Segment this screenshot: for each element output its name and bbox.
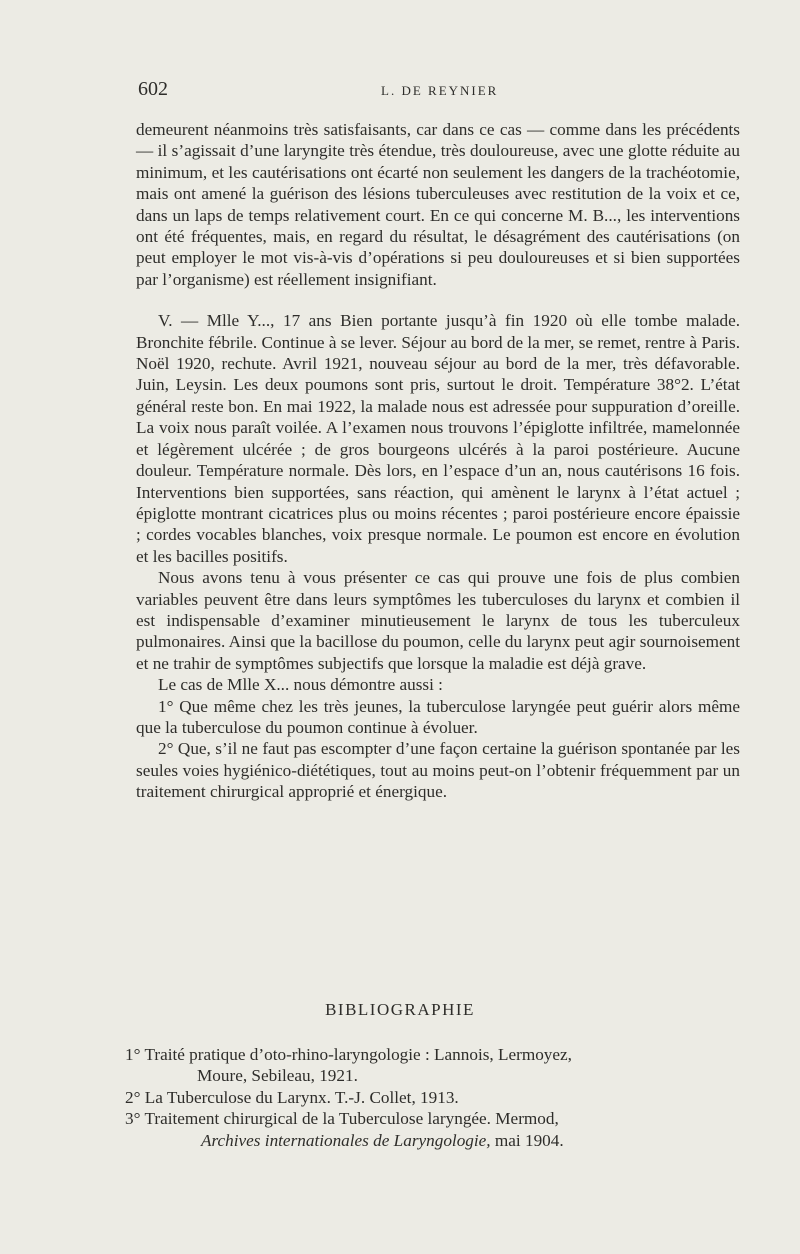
paragraph-conclusion-intro: Le cas de Mlle X... nous démontre aussi : <box>158 675 443 695</box>
running-head: L. DE REYNIER <box>381 83 499 98</box>
bibliography-item-continuation: Moure, Sebileau, 1921. <box>197 1066 358 1086</box>
journal-title: Archives internationales de Laryngologie, <box>201 1130 491 1150</box>
paragraph-conclusion-1: 1° Que même chez les très jeunes, la tuberculose laryngée peut guérir alors même que la tuberculose du poumon continue à évoluer. <box>136 696 740 737</box>
paragraph-case-v: V. — Mlle Y..., 17 ans Bien portante jusqu’à fin 1920 où elle tombe malade. Bronchite fébrile. Continue à se lever. Séjour au bord de la mer, se remet, rentre à Paris. Noël 1920, rechute. Avril 1921, nouveau séjour au bord de la mer, très défavorable. Juin, Leysin. Les deux poumons sont pris, surtout le droit. Température 38°2. L’état général reste bon. En mai 1922, la malade nous est adressée pour suppuration d’oreille. La voix nous paraît voilée. A l’examen nous trouvons l’épiglotte infiltrée, mamelonnée et légèrement ulcérée ; de gros bourgeons ulcérés à la paroi postérieure. Aucune douleur. Température normale. Dès lors, en l’espace d’un an, nous cautérisons 16 fois. Interventions bien supportées, sans réaction, qui amènent le larynx à l’état actuel ; épiglotte montrant cicatrices plus ou moins récentes ; paroi postérieure encore épaissie ; cordes vocables blanches, voix presque normale. Le poumon est encore en évolution et les bacilles positifs. <box>136 311 741 566</box>
bibliography-title: BIBLIOGRAPHIE <box>325 1000 475 1019</box>
paragraph-continuation: demeurent néanmoins très satisfaisants, car dans ce cas — comme dans les précédents — il s’agissait d’une laryngite très étendue, très douloureuse, avec une glotte réduite au minimum, et les cautérisations ont écarté non seulement les dangers de la trachéotomie, mais ont amené la guérison des lésions tuberculeuses avec restitution de la voix et ce, dans un laps de temps relativement court. En ce qui concerne M. B..., les interventions ont été fréquentes, mais, en regard du résultat, le désagrément des cautérisations (on peut employer le mot vis-à-vis d’opérations si peu douloureuses et si bien supportées par l’organisme) est réellement insignifiant. <box>136 120 740 289</box>
paragraph-conclusion-2: 2° Que, s’il ne faut pas escompter d’une façon certaine la guérison spontanée par les seules voies hygiénico-diététiques, tout au moins peut-on l’obtenir fréquemment par un traitement chirurgical approprié et énergique. <box>136 739 740 802</box>
body-text <box>136 119 740 803</box>
page-number: 602 <box>138 78 168 100</box>
bibliography-item: 2° La Tuberculose du Larynx. T.-J. Collet, 1913. <box>125 1087 459 1107</box>
bibliography-item: 1° Traité pratique d’oto-rhino-laryngologie : Lannois, Lermoyez, <box>125 1045 572 1064</box>
bibliography-item-continuation <box>125 1130 765 1151</box>
page-header <box>138 78 738 106</box>
bibliography-item: 3° Traitement chirurgical de la Tuberculose laryngée. Mermod, <box>125 1109 559 1129</box>
bibliography-list <box>125 1044 765 1151</box>
paragraph-discussion: Nous avons tenu à vous présenter ce cas qui prouve une fois de plus combien variables peuvent être dans leurs symptômes les tuberculoses du larynx et combien il est indispensable d’examiner minutieusement le larynx de tous les tuberculeux pulmonaires. Ainsi que la bacillose du poumon, celle du larynx peut agir sournoisement et ne trahir de symptômes subjectifs que lorsque la maladie est déjà grave. <box>136 568 740 673</box>
journal-date: mai 1904. <box>490 1130 564 1150</box>
